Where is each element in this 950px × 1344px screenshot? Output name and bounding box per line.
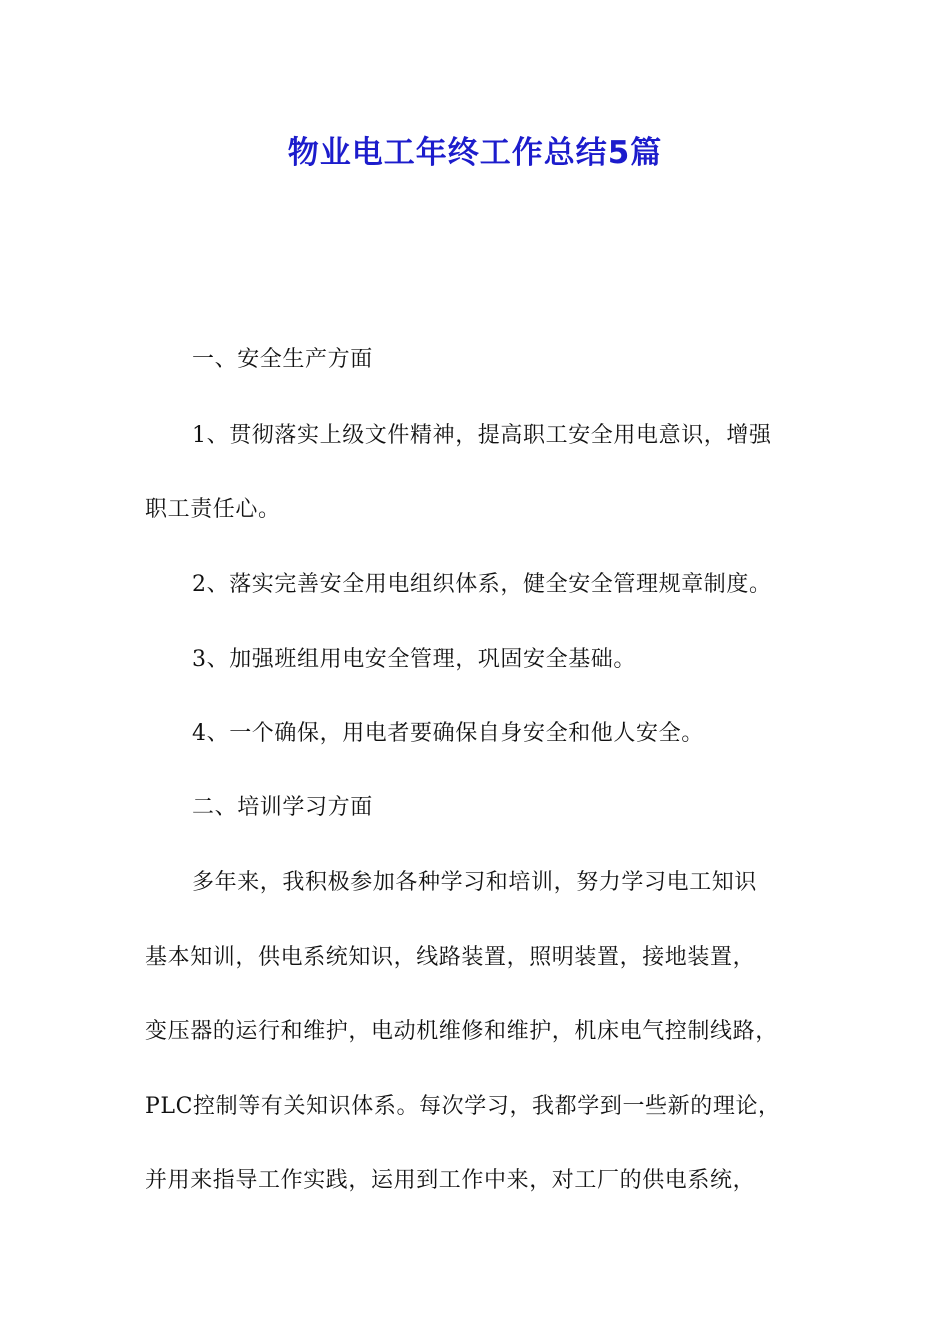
section-heading: 二、培训学习方面 <box>192 795 373 820</box>
paragraph-line: 变压器的运行和维护，电动机维修和维护，机床电气控制线路， <box>145 1019 778 1044</box>
paragraph-line: 4、一个确保，用电者要确保自身安全和他人安全。 <box>192 721 704 746</box>
paragraph-line: 基本知训，供电系统知识，线路装置，照明装置，接地装置， <box>145 945 756 970</box>
document-title: 物业电工年终工作总结5篇 <box>287 135 663 171</box>
section-heading: 一、安全生产方面 <box>192 347 373 372</box>
paragraph-line: 职工责任心。 <box>145 497 281 522</box>
paragraph-line: 1、贯彻落实上级文件精神，提高职工安全用电意识，增强 <box>192 423 772 448</box>
paragraph-line: 2、落实完善安全用电组织体系，健全安全管理规章制度。 <box>192 572 772 597</box>
paragraph-line: 并用来指导工作实践，运用到工作中来，对工厂的供电系统， <box>145 1168 756 1193</box>
paragraph-line: 多年来，我积极参加各种学习和培训，努力学习电工知识 <box>192 870 758 895</box>
paragraph-line: 3、加强班组用电安全管理，巩固安全基础。 <box>192 647 636 672</box>
paragraph-line: PLC控制等有关知识体系。每次学习，我都学到一些新的理论， <box>145 1094 781 1119</box>
